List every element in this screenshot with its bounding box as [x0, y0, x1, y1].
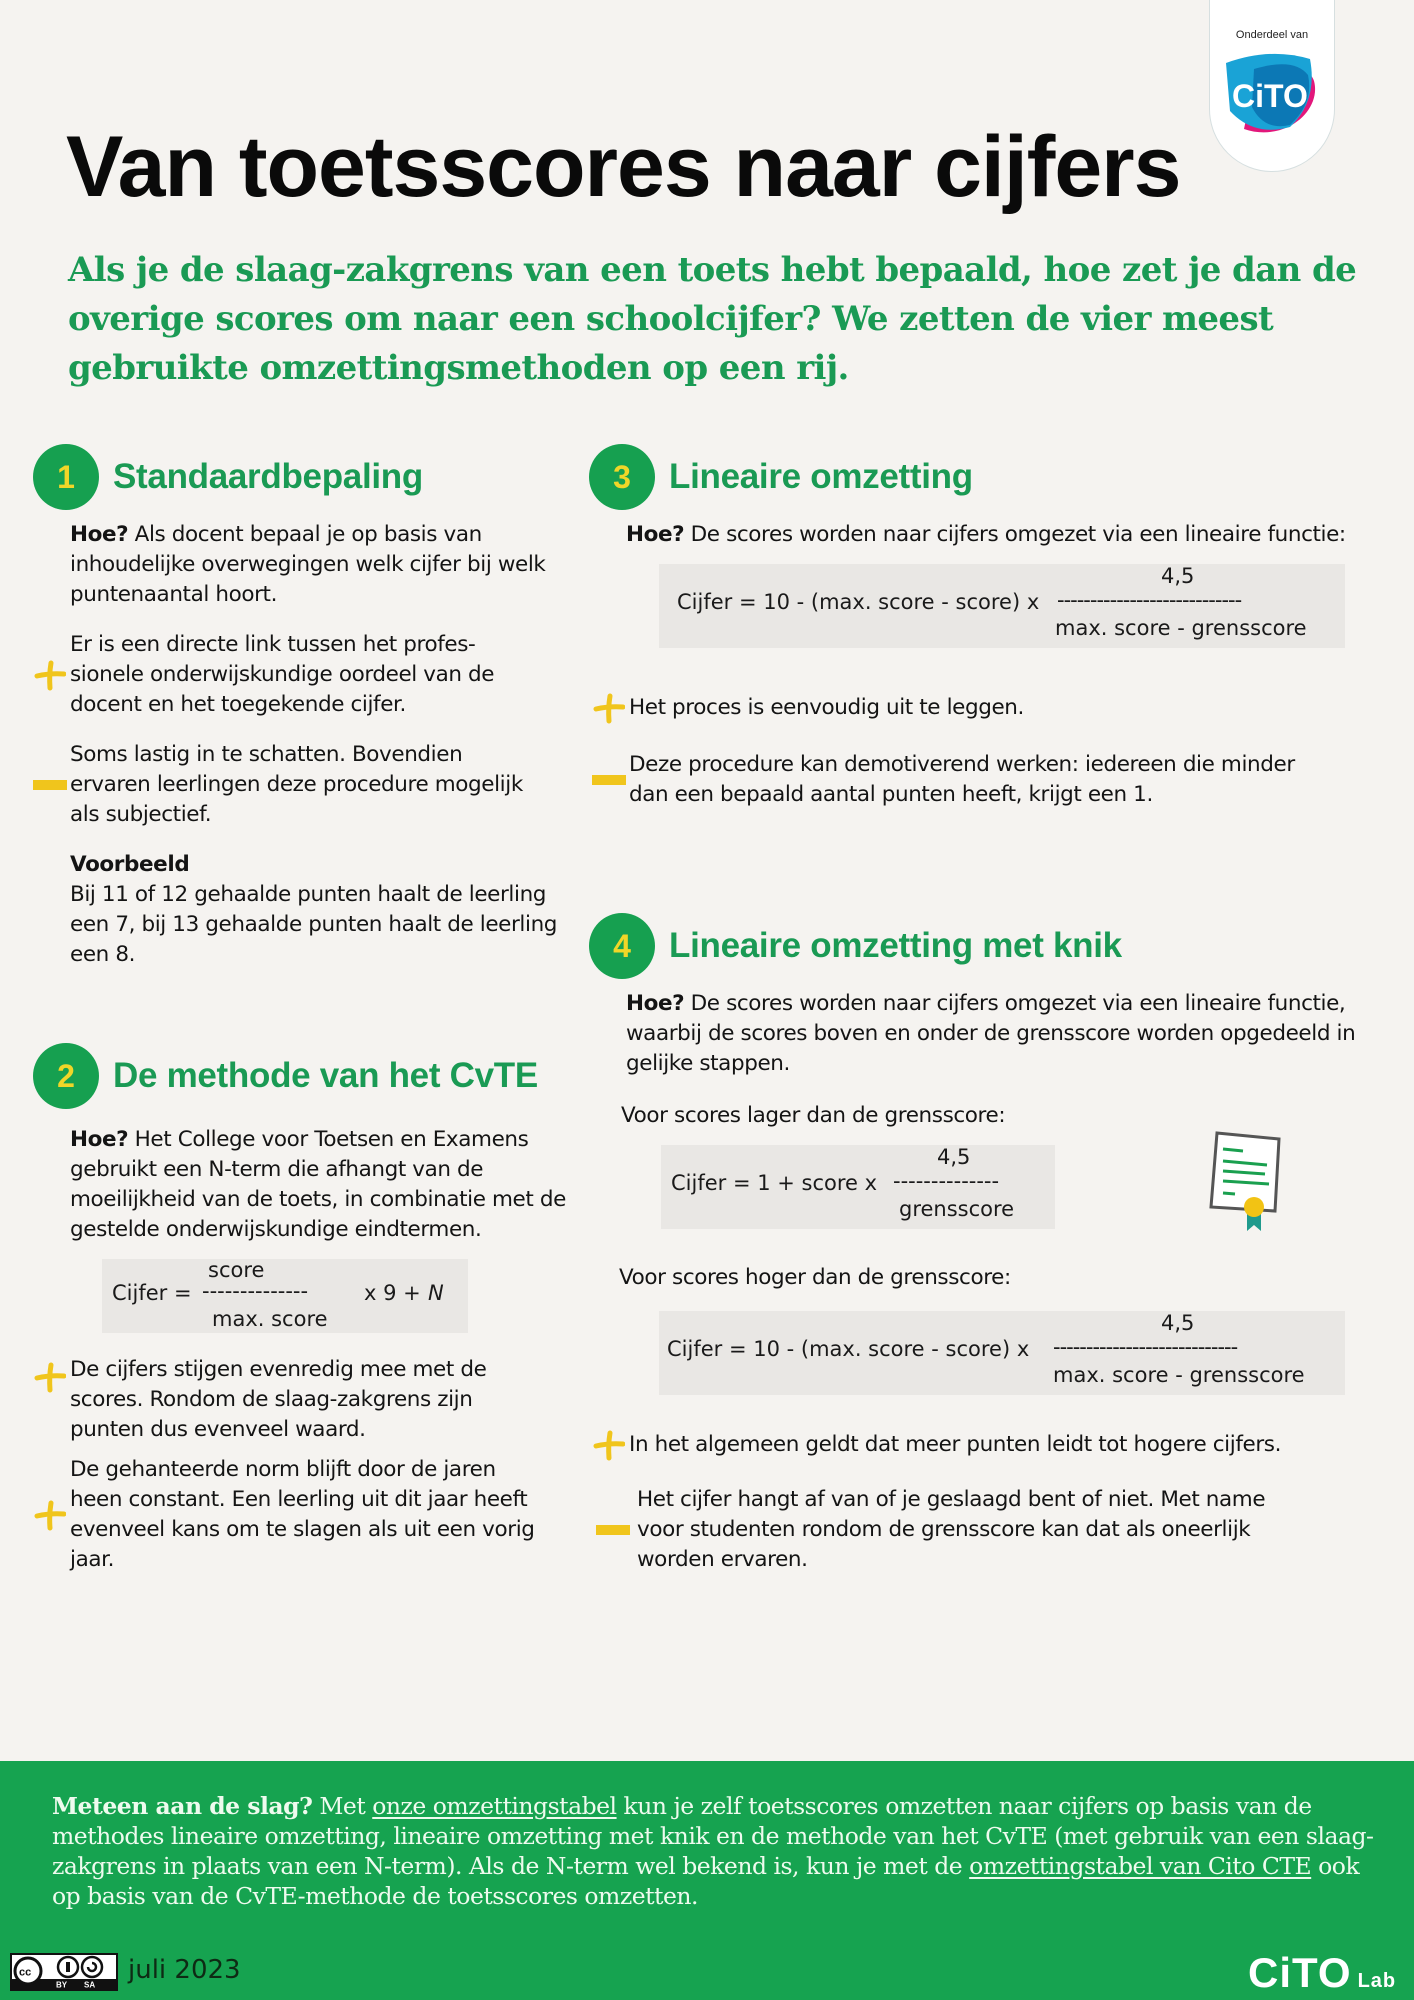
section-title: De methode van het CvTE: [113, 1056, 538, 1095]
upper-formula: 4,5 Cijfer = 10 - (max. score - score) x ---------------------------- max. score - grensscore: [659, 1311, 1345, 1395]
cito-lab-logo: CiTO Lab: [1248, 1949, 1397, 1996]
svg-text:SA: SA: [84, 1980, 96, 1989]
page-title: Van toetsscores naar cijfers: [66, 119, 1181, 215]
section-number-badge: 1: [33, 444, 99, 510]
how-text: Hoe? De scores worden naar cijfers omgezet via een lineaire functie:: [626, 522, 1346, 547]
svg-text:cc: cc: [19, 1966, 32, 1979]
omzettingstabel-link[interactable]: onze omzettingstabel: [372, 1792, 617, 1820]
cc-license-badge[interactable]: [10, 1953, 118, 1991]
plus-icon: [34, 1499, 66, 1531]
section-number-badge: 4: [589, 913, 655, 979]
plus-icon: [34, 1361, 66, 1393]
minus-icon: [596, 1523, 630, 1537]
minus-icon: [33, 778, 67, 792]
plus-icon: [593, 1429, 625, 1461]
lower-formula: 4,5 Cijfer = 1 + score x -------------- grensscore: [661, 1145, 1055, 1229]
svg-text:BY: BY: [56, 1980, 68, 1989]
intro-text: Als je de slaag-zakgrens van een toets hebt bepaald, hoe zet je dan de overige scores om naar een schoolcijfer? We zetten de vier meest gebruikte omzettingsmethoden op een rij.: [68, 250, 1357, 388]
pro-item: Het proces is eenvoudig uit te leggen.: [589, 692, 1359, 724]
section-title: Standaardbepaling: [113, 457, 423, 496]
section-title: Lineaire omzetting met knik: [669, 926, 1122, 965]
con-item: Soms lastig in te schatten. Bovendien ervaren leerlingen deze procedure mogelijk als subjectief.: [30, 740, 573, 830]
con-item: Deze procedure kan demotiverend werken: iedereen die minder dan een bepaald aantal punten heeft, krijgt een 1.: [589, 750, 1359, 810]
linear-formula: 4,5 Cijfer = 10 - (max. score - score) x ---------------------------- max. score - grensscore: [659, 564, 1345, 648]
section-title: Lineaire omzetting: [669, 457, 973, 496]
how-text: Hoe? Als docent bepaal je op basis van inhoudelijke overwegingen welk cijfer bij welk puntenaantal hoort.: [70, 522, 546, 607]
svg-text:CiTO: CiTO: [1232, 78, 1308, 114]
section-standaardbepaling: [33, 444, 573, 970]
pro-item: De gehanteerde norm blijft door de jaren heen constant. Een leerling uit dit jaar heeft evenveel kans om te slagen als uit een vorig jaar.: [30, 1455, 573, 1575]
plus-icon: [34, 659, 66, 691]
cito-badge: [1209, 0, 1335, 172]
section-lineaire-omzetting-knik: [589, 913, 1359, 1575]
how-text: Hoe? De scores worden naar cijfers omgezet via een lineaire functie, waarbij de scores boven en onder de grensscore worden opgedeeld in gelijke stappen.: [626, 991, 1356, 1076]
cito-cte-omzettingstabel-link[interactable]: omzettingstabel van Cito CTE: [969, 1852, 1312, 1880]
pro-item: De cijfers stijgen evenredig mee met de scores. Rondom de slaag-zakgrens zijn punten dus evenveel waard.: [30, 1355, 573, 1445]
pro-item: In het algemeen geldt dat meer punten leidt tot hogere cijfers.: [589, 1429, 1359, 1461]
cito-logo-icon: [1224, 51, 1322, 137]
certificate-icon: [1207, 1131, 1283, 1237]
footer-banner: [0, 1761, 1414, 2000]
cvte-formula: score Cijfer = -------------- max. score x 9 + N: [102, 1259, 468, 1333]
badge-text: Onderdeel van: [1235, 29, 1309, 41]
pro-item: Er is een directe link tussen het profes-sionele onderwijskundige oordeel van de docent en het toegekende cijfer.: [30, 630, 573, 720]
footer-text: Meteen aan de slag? Met onze omzettingstabel kun je zelf toetsscores omzetten naar cijfers op basis van de methodes lineaire omzetting, lineaire omzetting met knik en de methode van het CvTE (met gebruik van een slaag-zakgrens in plaats van een N-term). Als de N-term wel bekend is, kun je met de omzettingstabel van Cito CTE ook op basis van de CvTE-methode de toetsscores omzetten.: [52, 1792, 1374, 1910]
example-text: Bij 11 of 12 gehaalde punten haalt de leerling een 7, bij 13 gehaalde punten haalt de leerling een 8.: [70, 882, 558, 967]
con-item: Het cijfer hangt af van of je geslaagd bent of niet. Met name voor studenten rondom de grensscore kan dat als oneerlijk worden ervaren.: [589, 1485, 1359, 1575]
publication-date: juli 2023: [128, 1955, 241, 1985]
example: [70, 850, 573, 970]
section-number-badge: 3: [589, 444, 655, 510]
section-lineaire-omzetting: [589, 444, 1359, 810]
section-cvte: [33, 1043, 573, 1575]
cc-by-sa-icon: [12, 1955, 116, 1989]
lower-label: Voor scores lager dan de grensscore:: [621, 1103, 1006, 1128]
example-label: Voorbeeld: [70, 852, 190, 877]
upper-label: Voor scores hoger dan de grensscore:: [619, 1265, 1011, 1290]
minus-icon: [592, 773, 626, 787]
section-number-badge: 2: [33, 1043, 99, 1109]
plus-icon: [593, 692, 625, 724]
how-text: Hoe? Het College voor Toetsen en Examens gebruikt een N-term die afhangt van de moeilijkheid van de toets, in combinatie met de gestelde onderwijskundige eindtermen.: [70, 1127, 566, 1242]
